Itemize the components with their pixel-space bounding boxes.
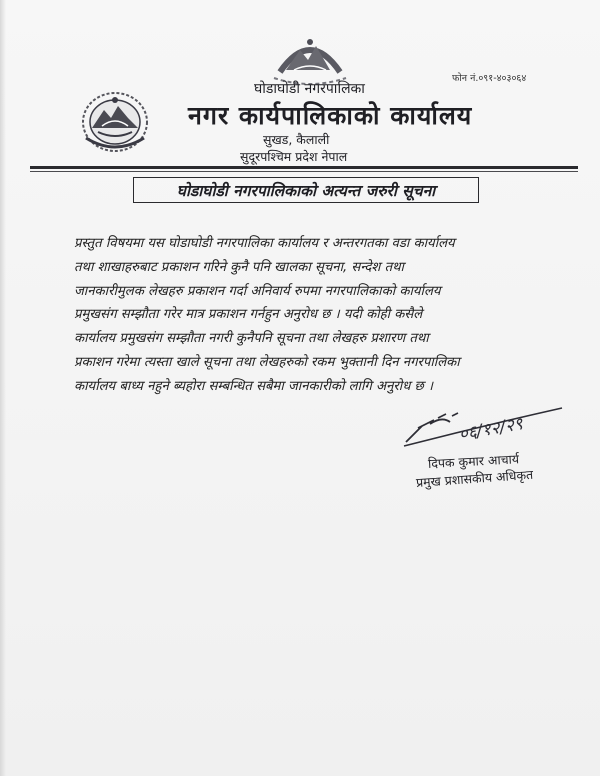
handwritten-signature-icon [402, 396, 570, 452]
signature-date: ०६/१२/२९ [457, 414, 525, 445]
signatory-title: प्रमुख प्रशासकीय अधिकृत [415, 466, 534, 490]
notice-body-line: कार्यालय बाध्य नहुने ब्यहोरा सम्बन्धित सबैमा जानकारीको लागि अनुरोध छ । [74, 378, 433, 394]
notice-title: घोडाघोडी नगरपालिकाको अत्यन्त जरुरी सूचना [133, 177, 479, 203]
nepal-government-emblem-icon [78, 86, 152, 154]
notice-body-line: कार्यालय प्रमुखसंग सम्झौता नगरी कुनैपनि सूचना तथा लेखहरु प्रशारण तथा [74, 331, 429, 347]
office-location: सुखड, कैलाली [263, 132, 330, 147]
office-name: नगर कार्यपालिकाको कार्यालय [188, 101, 473, 130]
notice-body [74, 232, 460, 399]
notice-body-line: जानकारीमुलक लेखहरु प्रकाशन गर्दा अनिवार्य रुपमा नगरपालिकाको कार्यालय [74, 283, 441, 299]
notice-body-line: प्रकाशन गरेमा त्यस्ता खाले सूचना तथा लेखहरुको रकम भुक्तानी दिन नगरपालिका [74, 354, 460, 370]
notice-body-line: प्रस्तुत विषयमा यस घोडाघोडी नगरपालिका कार्यालय र अन्तरगतका वडा कार्यालय [74, 236, 455, 251]
phone-number: फोन नं.०९१-४०३०६४ [452, 73, 527, 84]
notice-body-line: तथा शाखाहरुबाट प्रकाशन गरिने कुनै पनि खालका सूचना, सन्देश तथा [74, 259, 404, 275]
municipality-name: घोडाघोडी नगरपालिका [254, 81, 365, 97]
header-divider-thick [30, 166, 578, 169]
notice-body-line: प्रमुखसंग सम्झौता गरेर मात्र प्रकाशन गर्नहुन अनुरोध छ । यदी कोही कसैले [74, 307, 423, 323]
province-name: सुदूरपश्चिम प्रदेश नेपाल [240, 149, 348, 164]
scan-edge-shadow [0, 0, 6, 776]
header-divider-thin [30, 171, 578, 172]
signatory-name: दिपक कुमार आचार्य [427, 451, 520, 471]
